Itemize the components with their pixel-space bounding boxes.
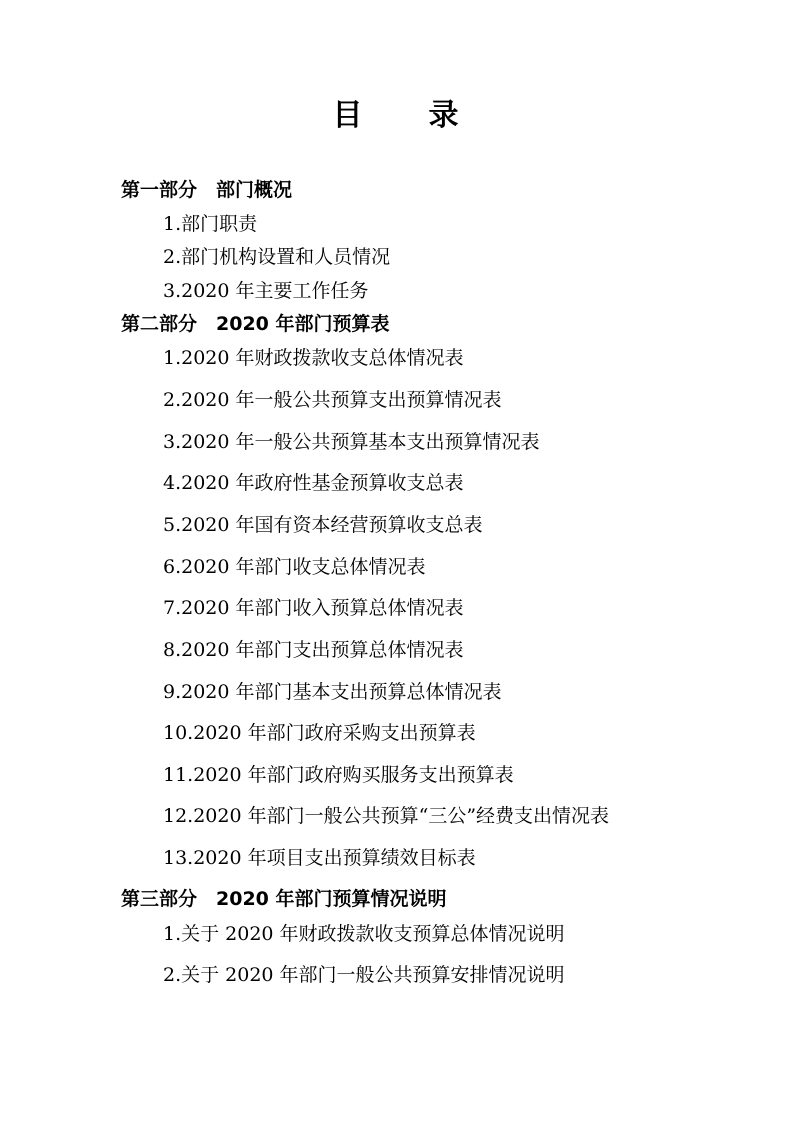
toc-item[interactable]: 12.2020 年部门一般公共预算“三公”经费支出情况表 (163, 805, 610, 827)
toc-item[interactable]: 4.2020 年政府性基金预算收支总表 (163, 472, 464, 494)
section-heading-part-2[interactable]: 第二部分 2020 年部门预算表 (121, 313, 390, 335)
toc-item[interactable]: 1.2020 年财政拨款收支总体情况表 (163, 347, 464, 369)
toc-item[interactable]: 8.2020 年部门支出预算总体情况表 (163, 639, 464, 661)
section-heading-part-1[interactable]: 第一部分 部门概况 (121, 179, 293, 201)
toc-item[interactable]: 2.关于 2020 年部门一般公共预算安排情况说明 (163, 964, 565, 986)
toc-item[interactable]: 2.2020 年一般公共预算支出预算情况表 (163, 389, 502, 411)
toc-item[interactable]: 6.2020 年部门收支总体情况表 (163, 556, 426, 578)
toc-item[interactable]: 5.2020 年国有资本经营预算收支总表 (163, 514, 483, 536)
toc-item[interactable]: 2.部门机构设置和人员情况 (163, 246, 391, 268)
toc-item[interactable]: 11.2020 年部门政府购买服务支出预算表 (163, 764, 514, 786)
toc-item[interactable]: 3.2020 年主要工作任务 (163, 280, 369, 302)
section-heading-part-3[interactable]: 第三部分 2020 年部门预算情况说明 (121, 888, 447, 910)
toc-item[interactable]: 10.2020 年部门政府采购支出预算表 (163, 722, 476, 744)
page-title: 目 录 (332, 98, 461, 133)
toc-item[interactable]: 1.关于 2020 年财政拨款收支预算总体情况说明 (163, 923, 565, 945)
toc-item[interactable]: 9.2020 年部门基本支出预算总体情况表 (163, 681, 502, 703)
toc-item[interactable]: 7.2020 年部门收入预算总体情况表 (163, 597, 464, 619)
toc-item[interactable]: 3.2020 年一般公共预算基本支出预算情况表 (163, 431, 540, 453)
toc-item[interactable]: 13.2020 年项目支出预算绩效目标表 (163, 847, 476, 869)
toc-item[interactable]: 1.部门职责 (163, 213, 258, 235)
